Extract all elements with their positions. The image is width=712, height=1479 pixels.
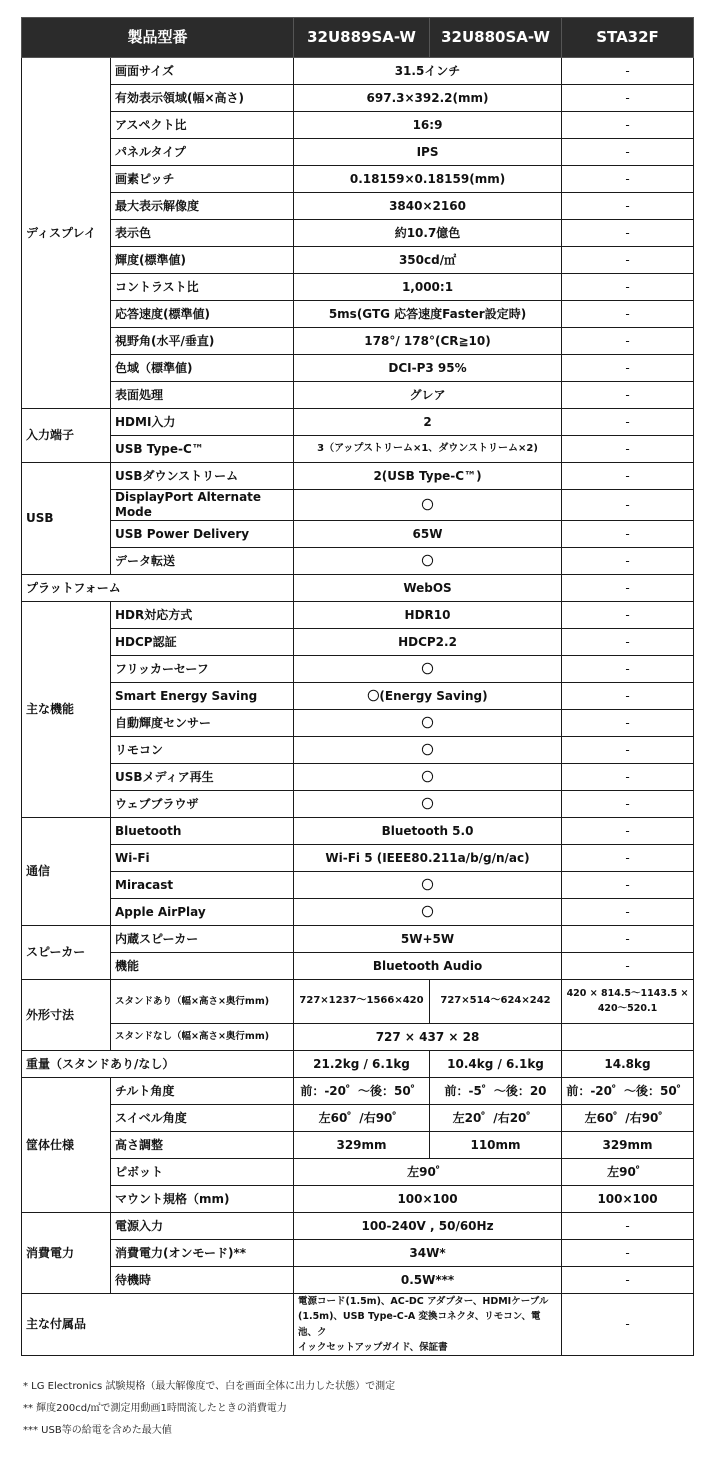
spec-value: 〇	[294, 490, 562, 521]
table-row	[22, 274, 694, 301]
spec-item: USB Type-C™	[111, 436, 294, 463]
table-row	[22, 328, 694, 355]
spec-item: ウェブブラウザ	[111, 791, 294, 818]
spec-value: 〇	[294, 791, 562, 818]
spec-value: 31.5インチ	[294, 58, 562, 85]
table-row	[22, 1024, 694, 1051]
accessories-line: 電源コード(1.5m)、AC-DC アダプター、HDMIケーブル	[298, 1296, 549, 1308]
spec-item: Miracast	[111, 872, 294, 899]
spec-value: 〇	[294, 548, 562, 575]
spec-value: IPS	[294, 139, 562, 166]
spec-value-sta: -	[562, 926, 694, 953]
spec-item: 内蔵スピーカー	[111, 926, 294, 953]
table-row	[22, 1186, 694, 1213]
spec-value: 727 × 437 × 28	[294, 1024, 562, 1051]
spec-value: 100-240V , 50/60Hz	[294, 1213, 562, 1240]
spec-value-sta: -	[562, 274, 694, 301]
category-dimensions: 外形寸法	[22, 980, 111, 1051]
category-input: 入力端子	[22, 409, 111, 463]
spec-value: 〇(Energy Saving)	[294, 683, 562, 710]
spec-value-sta: -	[562, 683, 694, 710]
spec-value-sta: 100×100	[562, 1186, 694, 1213]
category-weight: 重量（スタンドあり/なし）	[22, 1051, 294, 1078]
spec-value-sta: -	[562, 1267, 694, 1294]
table-row	[22, 58, 694, 85]
spec-value-sta: 左90゜	[562, 1159, 694, 1186]
spec-item: 消費電力(オンモード)**	[111, 1240, 294, 1267]
spec-value-32u880sa: 110mm	[430, 1132, 562, 1159]
spec-value-sta: -	[562, 764, 694, 791]
table-row	[22, 845, 694, 872]
spec-item: 最大表示解像度	[111, 193, 294, 220]
spec-value-sta: -	[562, 791, 694, 818]
spec-value-32u889sa: 727×1237〜1566×420	[294, 980, 430, 1024]
spec-item: ピボット	[111, 1159, 294, 1186]
spec-value-sta: -	[562, 166, 694, 193]
spec-item: 表面処理	[111, 382, 294, 409]
spec-value: グレア	[294, 382, 562, 409]
spec-value: 1,000:1	[294, 274, 562, 301]
spec-item: 画素ピッチ	[111, 166, 294, 193]
category-comm: 通信	[22, 818, 111, 926]
spec-item: リモコン	[111, 737, 294, 764]
spec-value-32u889sa: 21.2kg / 6.1kg	[294, 1051, 430, 1078]
spec-value: 350cd/㎡	[294, 247, 562, 274]
spec-value: 5ms(GTG 応答速度Faster設定時)	[294, 301, 562, 328]
spec-value: 〇	[294, 764, 562, 791]
table-row	[22, 85, 694, 112]
spec-value-sta: -	[562, 1213, 694, 1240]
table-row	[22, 490, 694, 521]
spec-value: WebOS	[294, 575, 562, 602]
spec-value: 5W+5W	[294, 926, 562, 953]
table-row	[22, 1051, 694, 1078]
table-row	[22, 436, 694, 463]
table-row	[22, 112, 694, 139]
category-usb: USB	[22, 463, 111, 575]
table-row	[22, 548, 694, 575]
table-row	[22, 1213, 694, 1240]
table-row	[22, 791, 694, 818]
spec-value-32u880sa: 前：-5゜〜後：20	[430, 1078, 562, 1105]
spec-value-32u889sa: 左60゜/右90゜	[294, 1105, 430, 1132]
spec-value-sta: -	[562, 818, 694, 845]
spec-item: Wi-Fi	[111, 845, 294, 872]
spec-value-sta-empty	[562, 1024, 694, 1051]
spec-value-sta: -	[562, 409, 694, 436]
category-accessories: 主な付属品	[22, 1294, 294, 1356]
header-model-32u880sa: 32U880SA-W	[430, 18, 562, 58]
spec-value: HDR10	[294, 602, 562, 629]
spec-value-sta: 329mm	[562, 1132, 694, 1159]
footnote: * LG Electronics 試験規格（最大解像度で、白を画面全体に出力した状態）で測定	[23, 1381, 396, 1392]
spec-value-sta: 前：-20゜〜後：50゜	[562, 1078, 694, 1105]
table-row	[22, 629, 694, 656]
spec-value-sta: -	[562, 58, 694, 85]
table-row	[22, 683, 694, 710]
spec-value-sta: -	[562, 436, 694, 463]
spec-item: USBメディア再生	[111, 764, 294, 791]
spec-item: 高さ調整	[111, 1132, 294, 1159]
spec-value-sta: -	[562, 575, 694, 602]
spec-item: 有効表示領域(幅×高さ)	[111, 85, 294, 112]
spec-value-sta: -	[562, 521, 694, 548]
footnote: *** USB等の給電を含めた最大値	[23, 1425, 172, 1436]
table-row	[22, 575, 694, 602]
spec-value: 2(USB Type-C™)	[294, 463, 562, 490]
spec-value-32u880sa: 左20゜/右20゜	[430, 1105, 562, 1132]
spec-item: HDCP認証	[111, 629, 294, 656]
spec-value-sta: -	[562, 710, 694, 737]
table-row	[22, 872, 694, 899]
spec-value-sta: -	[562, 656, 694, 683]
spec-item: USB Power Delivery	[111, 521, 294, 548]
table-row	[22, 899, 694, 926]
spec-item: スタンドなし（幅×高さ×奥行mm)	[111, 1024, 294, 1051]
spec-value-sta: 14.8kg	[562, 1051, 694, 1078]
spec-value: 3840×2160	[294, 193, 562, 220]
spec-value-32u880sa: 10.4kg / 6.1kg	[430, 1051, 562, 1078]
table-row	[22, 656, 694, 683]
table-row	[22, 1240, 694, 1267]
spec-item: 輝度(標準値)	[111, 247, 294, 274]
table-row	[22, 764, 694, 791]
table-row	[22, 139, 694, 166]
spec-item: スイベル角度	[111, 1105, 294, 1132]
spec-item: Bluetooth	[111, 818, 294, 845]
table-row	[22, 1294, 694, 1356]
spec-item: 機能	[111, 953, 294, 980]
spec-item: Smart Energy Saving	[111, 683, 294, 710]
spec-value-sta: 420 × 814.5〜1143.5 × 420〜520.1	[562, 980, 694, 1024]
spec-item: パネルタイプ	[111, 139, 294, 166]
spec-value-32u880sa: 727×514〜624×242	[430, 980, 562, 1024]
spec-value: HDCP2.2	[294, 629, 562, 656]
table-row	[22, 166, 694, 193]
spec-item: 表示色	[111, 220, 294, 247]
spec-value: 0.18159×0.18159(mm)	[294, 166, 562, 193]
spec-value: 〇	[294, 872, 562, 899]
spec-value-sta: -	[562, 301, 694, 328]
spec-value: 178°/ 178°(CR≧10)	[294, 328, 562, 355]
spec-value: DCI-P3 95%	[294, 355, 562, 382]
spec-value-sta: -	[562, 463, 694, 490]
table-row	[22, 355, 694, 382]
spec-value-sta: -	[562, 220, 694, 247]
spec-value-sta: -	[562, 85, 694, 112]
spec-item: チルト角度	[111, 1078, 294, 1105]
spec-value: 697.3×392.2(mm)	[294, 85, 562, 112]
table-row	[22, 301, 694, 328]
category-power: 消費電力	[22, 1213, 111, 1294]
spec-item: HDR対応方式	[111, 602, 294, 629]
spec-value-sta: -	[562, 845, 694, 872]
spec-item: コントラスト比	[111, 274, 294, 301]
spec-value-sta: -	[562, 139, 694, 166]
spec-value-sta: -	[562, 112, 694, 139]
spec-item: 色域（標準値)	[111, 355, 294, 382]
category-chassis: 筐体仕様	[22, 1078, 111, 1213]
spec-value: 0.5W***	[294, 1267, 562, 1294]
spec-item: アスペクト比	[111, 112, 294, 139]
spec-item: 視野角(水平/垂直)	[111, 328, 294, 355]
spec-value-sta: -	[562, 1240, 694, 1267]
table-row	[22, 926, 694, 953]
spec-item: スタンドあり（幅×高さ×奥行mm)	[111, 980, 294, 1024]
header-model-32u889sa: 32U889SA-W	[294, 18, 430, 58]
category-platform: プラットフォーム	[22, 575, 294, 602]
spec-value-sta: -	[562, 247, 694, 274]
table-row	[22, 247, 694, 274]
table-row	[22, 818, 694, 845]
table-row	[22, 737, 694, 764]
spec-item: 電源入力	[111, 1213, 294, 1240]
spec-item: 画面サイズ	[111, 58, 294, 85]
header-model-sta32f: STA32F	[562, 18, 694, 58]
spec-item: DisplayPort Alternate Mode	[111, 490, 294, 521]
spec-value: Bluetooth Audio	[294, 953, 562, 980]
spec-value: 〇	[294, 710, 562, 737]
table-row	[22, 1105, 694, 1132]
footnotes	[23, 1377, 395, 1443]
table-row	[22, 193, 694, 220]
spec-item: マウント規格（mm)	[111, 1186, 294, 1213]
table-row	[22, 980, 694, 1024]
header-row	[22, 18, 694, 58]
category-display: ディスプレイ	[22, 58, 111, 409]
spec-value: 100×100	[294, 1186, 562, 1213]
spec-item: 応答速度(標準値)	[111, 301, 294, 328]
spec-value-sta: -	[562, 737, 694, 764]
table-row	[22, 1267, 694, 1294]
spec-value: 65W	[294, 521, 562, 548]
spec-item: HDMI入力	[111, 409, 294, 436]
spec-item: Apple AirPlay	[111, 899, 294, 926]
spec-value-sta: -	[562, 490, 694, 521]
spec-value: Bluetooth 5.0	[294, 818, 562, 845]
spec-table	[21, 17, 694, 1356]
spec-value-sta: -	[562, 899, 694, 926]
spec-value-sta: -	[562, 629, 694, 656]
spec-value: 〇	[294, 737, 562, 764]
spec-value: 34W*	[294, 1240, 562, 1267]
spec-value: 左90゜	[294, 1159, 562, 1186]
spec-value: 〇	[294, 656, 562, 683]
spec-item: 自動輝度センサー	[111, 710, 294, 737]
spec-item: USBダウンストリーム	[111, 463, 294, 490]
spec-value-32u889sa: 329mm	[294, 1132, 430, 1159]
table-row	[22, 382, 694, 409]
table-row	[22, 1159, 694, 1186]
category-features: 主な機能	[22, 602, 111, 818]
spec-value-sta: -	[562, 355, 694, 382]
spec-value: 2	[294, 409, 562, 436]
spec-value-sta: -	[562, 602, 694, 629]
spec-value-sta: -	[562, 328, 694, 355]
table-row	[22, 521, 694, 548]
spec-value-32u889sa: 前：-20゜〜後：50゜	[294, 1078, 430, 1105]
table-row	[22, 953, 694, 980]
spec-value-sta: -	[562, 872, 694, 899]
header-model-label: 製品型番	[22, 18, 294, 58]
table-row	[22, 463, 694, 490]
footnote: ** 輝度200cd/㎡で測定用動画1時間流したときの消費電力	[23, 1403, 287, 1414]
spec-item: フリッカーセーフ	[111, 656, 294, 683]
table-row	[22, 1078, 694, 1105]
spec-value-sta: -	[562, 953, 694, 980]
spec-item: 待機時	[111, 1267, 294, 1294]
table-row	[22, 220, 694, 247]
accessories-line: (1.5m)、USB Type-C-A 変換コネクタ、リモコン、電池、ク	[298, 1311, 541, 1338]
table-row	[22, 710, 694, 737]
spec-item: データ転送	[111, 548, 294, 575]
spec-value-sta: -	[562, 382, 694, 409]
spec-value-sta: -	[562, 193, 694, 220]
spec-value: 〇	[294, 899, 562, 926]
accessories-line: イックセットアップガイド、保証書	[298, 1341, 448, 1353]
spec-value: 16:9	[294, 112, 562, 139]
spec-value: 3（アップストリーム×1、ダウンストリーム×2)	[294, 436, 562, 463]
spec-value-sta: -	[562, 548, 694, 575]
accessories-list	[294, 1294, 562, 1356]
spec-value: 約10.7億色	[294, 220, 562, 247]
spec-value-sta: 左60゜/右90゜	[562, 1105, 694, 1132]
spec-value: Wi-Fi 5 (IEEE80.211a/b/g/n/ac)	[294, 845, 562, 872]
spec-value-sta: -	[562, 1294, 694, 1356]
table-row	[22, 1132, 694, 1159]
category-speaker: スピーカー	[22, 926, 111, 980]
table-row	[22, 602, 694, 629]
table-row	[22, 409, 694, 436]
